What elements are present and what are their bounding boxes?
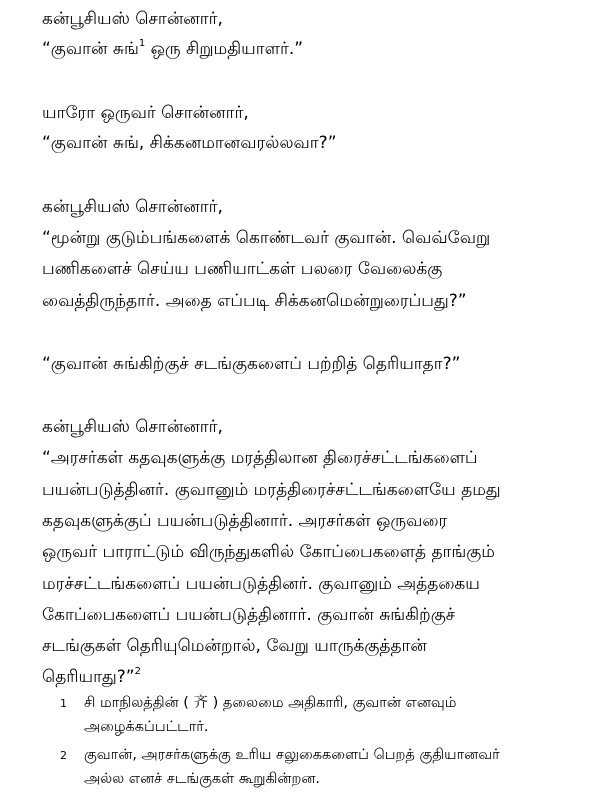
- quote-line: பயன்படுத்தினர். குவானும் மரத்திரைச்சட்டங்களையே தமது: [42, 480, 501, 500]
- footnote-text: சி மாநிலத்தின் ( 齐 ) தலைமை அதிகாரி, குவான் எனவும்: [84, 695, 457, 711]
- quote-line: [42, 666, 582, 691]
- speaker-line: கன்பூசியஸ் சொன்னார்,: [42, 9, 223, 29]
- quote-line: கோப்பைகளைப் பயன்படுத்தினார். குவான் சுங்கிற்குச்: [42, 605, 456, 625]
- quote-line: ஒருவர் பாராட்டும் விருந்துகளில் கோப்பைகளைத் தாங்கும்: [42, 542, 495, 562]
- quote-line: “மூன்று குடும்பங்களைக் கொண்டவர் குவான். வெவ்வேறு: [42, 228, 491, 248]
- quote-line: பணிகளைச் செய்ய பணியாட்கள் பலரை வேலைக்கு: [42, 259, 443, 279]
- quote-line: [42, 38, 582, 63]
- footnote-text: அல்ல எனச் சடங்குகள் கூறுகின்றன.: [84, 771, 320, 787]
- quote-text: தெரியாது?”: [42, 667, 135, 687]
- footnote-ref-1[interactable]: 1: [138, 38, 146, 49]
- question-line: “குவான் சுங்கிற்குச் சடங்குகளைப் பற்றித் தெரியாதா?”: [42, 354, 461, 374]
- footnote-number: 1: [60, 697, 67, 710]
- speaker-line: கன்பூசியஸ் சொன்னார்,: [42, 417, 223, 437]
- quote-line: “குவான் சுங், சிக்கனமானவரல்லவா?”: [42, 133, 337, 153]
- footnote-text: குவான், அரசர்களுக்கு உரிய சலுகைகளைப் பெறத் குதியானவர்: [84, 747, 500, 763]
- quote-line: கதவுகளுக்குப் பயன்படுத்தினார். அரசர்கள் ஒருவரை: [42, 511, 448, 531]
- quote-line: வைத்திருந்தார். அதை எப்படி சிக்கனமென்றுரைப்பது?”: [42, 291, 467, 311]
- quote-line: மரச்சட்டங்களைப் பயன்படுத்தினர். குவானும் அத்தகைய: [42, 574, 480, 594]
- quote-text: ஒரு சிறுமதியாளர்.”: [150, 39, 304, 59]
- quote-text: “குவான் சுங்: [42, 39, 139, 59]
- footnote-text: அழைக்கப்பட்டார்.: [84, 719, 209, 735]
- speaker-line: யாரோ ஒருவர் சொன்னார்,: [42, 103, 249, 123]
- footnote-ref-2[interactable]: 2: [134, 666, 141, 677]
- quote-line: சடங்குகள் தெரியுமென்றால், வேறு யாருக்குத்தான்: [42, 636, 427, 656]
- footnote-number: 2: [60, 749, 67, 762]
- quote-line: “அரசர்கள் கதவுகளுக்கு மரத்திலான திரைச்சட்டங்களைப்: [42, 448, 478, 468]
- speaker-line: கன்பூசியஸ் சொன்னார்,: [42, 197, 223, 217]
